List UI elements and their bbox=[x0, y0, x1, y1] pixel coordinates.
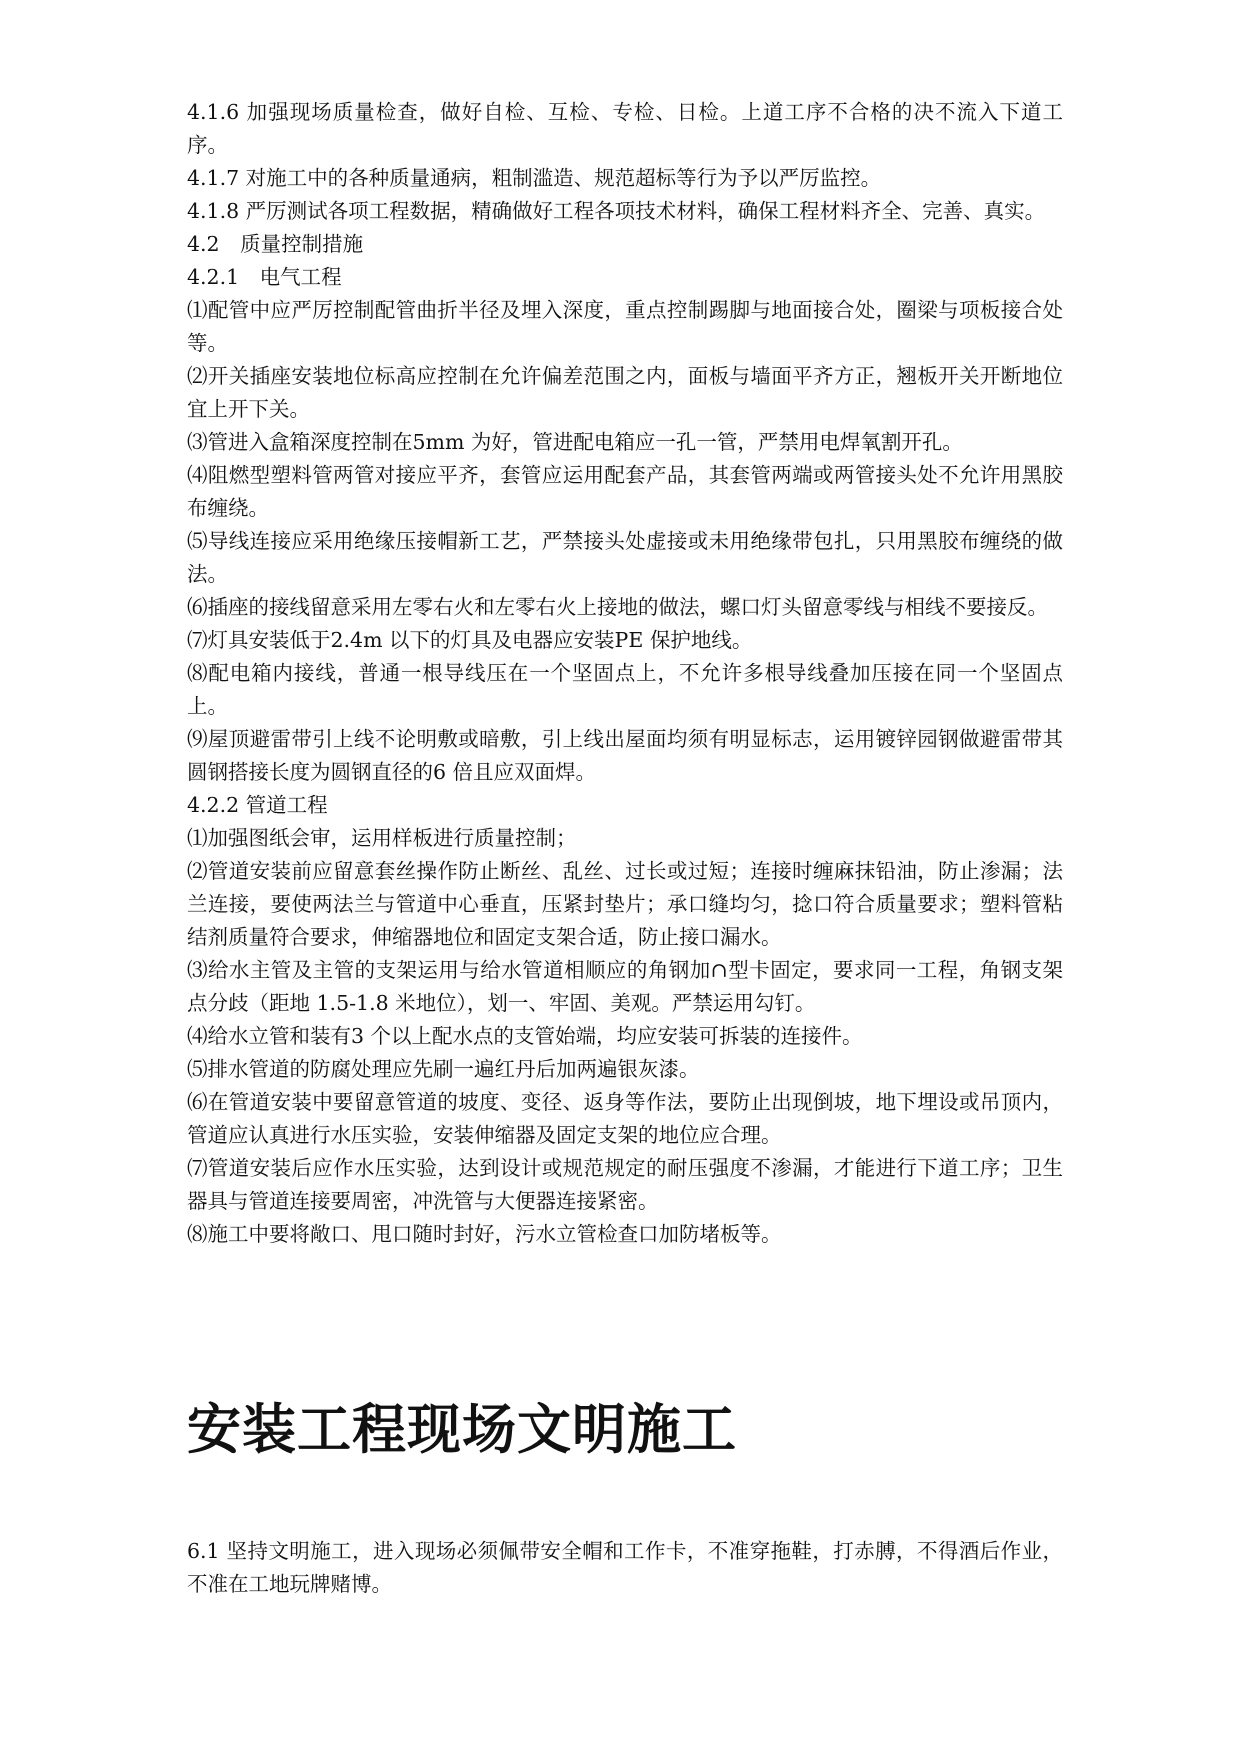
paragraph: ⑶管进入盒箱深度控制在5mm 为好，管进配电箱应一孔一管，严禁用电焊氧割开孔。 bbox=[187, 430, 963, 454]
paragraph: ⑸排水管道的防腐处理应先刷一遍红丹后加两遍银灰漆。 bbox=[187, 1057, 700, 1081]
paragraph: ⑹在管道安装中要留意管道的坡度、变径、返身等作法，要防止出现倒坡，地下埋设或吊顶内，管道应认真进行水压实验，安装伸缩器及固定支架的地位应合理。 bbox=[187, 1090, 1063, 1147]
paragraph: 6.1 坚持文明施工，进入现场必须佩带安全帽和工作卡，不准穿拖鞋，打赤膊，不得酒后作业，不准在工地玩牌赌博。 bbox=[187, 1539, 1063, 1596]
paragraph: ⑶给水主管及主管的支架运用与给水管道相顺应的角钢加∩型卡固定，要求同一工程，角钢支架点分歧（距地 1.5-1.8 米地位），划一、牢固、美观。严禁运用勾钉。 bbox=[187, 958, 1063, 1015]
quality-control-section bbox=[187, 96, 1063, 1251]
paragraph: ⑴加强图纸会审，运用样板进行质量控制； bbox=[187, 826, 577, 850]
paragraph: ⑼屋顶避雷带引上线不论明敷或暗敷，引上线出屋面均须有明显标志，运用镀锌园钢做避雷带其圆钢搭接长度为圆钢直径的6 倍且应双面焊。 bbox=[187, 727, 1063, 784]
chapter-title: 安装工程现场文明施工 bbox=[187, 1398, 737, 1461]
paragraph: 4.1.8 严厉测试各项工程数据，精确做好工程各项技术材料，确保工程材料齐全、完善、真实。 bbox=[187, 199, 1046, 223]
paragraph: ⑺管道安装后应作水压实验，达到设计或规范规定的耐压强度不渗漏，才能进行下道工序；卫生器具与管道连接要周密，冲洗管与大便器连接紧密。 bbox=[187, 1156, 1063, 1213]
paragraph: ⑷阻燃型塑料管两管对接应平齐，套管应运用配套产品，其套管两端或两管接头处不允许用黑胶布缠绕。 bbox=[187, 463, 1063, 520]
civilized-construction-section bbox=[187, 1535, 1063, 1601]
paragraph: 4.1.7 对施工中的各种质量通病，粗制滥造、规范超标等行为予以严厉监控。 bbox=[187, 166, 882, 190]
paragraph: ⑺灯具安装低于2.4m 以下的灯具及电器应安装PE 保护地线。 bbox=[187, 628, 753, 652]
paragraph: ⑵开关插座安装地位标高应控制在允许偏差范围之内，面板与墙面平齐方正，翘板开关开断地位宜上开下关。 bbox=[187, 364, 1063, 421]
paragraph: ⑻施工中要将敞口、甩口随时封好，污水立管检查口加防堵板等。 bbox=[187, 1222, 782, 1246]
section-heading-4-2-1: 4.2.1 电气工程 bbox=[187, 265, 342, 289]
section-heading-4-2-2: 4.2.2 管道工程 bbox=[187, 793, 328, 817]
section-heading-4-2: 4.2 质量控制措施 bbox=[187, 232, 364, 256]
paragraph: ⑵管道安装前应留意套丝操作防止断丝、乱丝、过长或过短；连接时缠麻抹铅油，防止渗漏；法兰连接，要使两法兰与管道中心垂直，压紧封垫片；承口缝均匀，捻口符合质量要求；塑料管粘结剂质量符合要求，伸缩器地位和固定支架合适，防止接口漏水。 bbox=[187, 859, 1063, 949]
paragraph: 4.1.6 加强现场质量检查，做好自检、互检、专检、日检。上道工序不合格的决不流入下道工序。 bbox=[187, 100, 1063, 157]
paragraph: ⑸导线连接应采用绝缘压接帽新工艺，严禁接头处虚接或未用绝缘带包扎，只用黑胶布缠绕的做法。 bbox=[187, 529, 1063, 586]
paragraph: ⑷给水立管和装有3 个以上配水点的支管始端，均应安装可拆装的连接件。 bbox=[187, 1024, 863, 1048]
paragraph: ⑻配电箱内接线，普通一根导线压在一个坚固点上，不允许多根导线叠加压接在同一个坚固点上。 bbox=[187, 661, 1063, 718]
paragraph: ⑴配管中应严厉控制配管曲折半径及埋入深度，重点控制踢脚与地面接合处，圈梁与项板接合处等。 bbox=[187, 298, 1063, 355]
paragraph: ⑹插座的接线留意采用左零右火和左零右火上接地的做法，螺口灯头留意零线与相线不要接反。 bbox=[187, 595, 1048, 619]
